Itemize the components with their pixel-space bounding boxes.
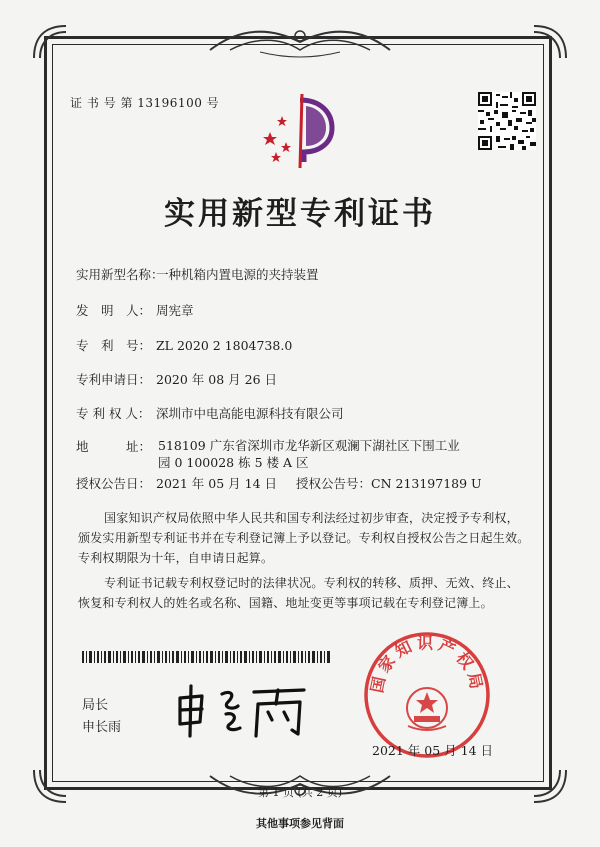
seal-text: 国家知识产权局 — [367, 633, 487, 695]
inventor-value: 周宪章 — [156, 303, 194, 318]
filing-date-value: 2020 年 08 月 26 日 — [156, 372, 277, 387]
grant-number-value: CN 213197189 U — [371, 476, 482, 491]
field-patentee — [76, 404, 344, 422]
address-value: 518109 广东省深圳市龙华新区观澜下湖社区下围工业园 0 100028 栋 5 楼 A 区 — [158, 438, 460, 470]
page-number: 第 1 页 (共 2 页) — [257, 786, 343, 799]
address-label: 地 址： — [76, 439, 152, 454]
barcode-icon — [82, 651, 332, 663]
top-left-corner-ornament — [30, 22, 70, 62]
field-model-name — [76, 265, 319, 283]
model-name-value: 一种机箱内置电源的夹持装置 — [156, 267, 319, 282]
field-inventor — [76, 301, 194, 319]
certificate-title: 实用新型专利证书 — [164, 196, 436, 232]
field-grant-info — [76, 474, 482, 492]
cnipa-logo-icon — [256, 92, 338, 170]
model-name-label: 实用新型名称： — [76, 267, 164, 282]
grant-number-label: 授权公告号： — [296, 476, 372, 491]
body-paragraph-1: 国家知识产权局依照中华人民共和国专利法经过初步审查，决定授予专利权，颁发实用新型专利证书并在专利登记簿上予以登记。专利权自授权公告之日起生效。专利权期限为十年，自申请日起算。 — [78, 511, 530, 565]
patent-number-value: ZL 2020 2 1804738.0 — [156, 338, 293, 353]
certificate-number: 证 书 号 第 13196100 号 — [70, 96, 220, 110]
seal-date: 2021 年 05 月 14 日 — [372, 743, 493, 758]
grant-date-label: 授权公告日： — [76, 476, 152, 491]
top-right-corner-ornament — [530, 22, 570, 62]
director-name: 申长雨 — [82, 720, 122, 735]
body-paragraph-2: 专利证书记载专利权登记时的法律状况。专利权的转移、质押、无效、终止、恢复和专利权人的姓名或名称、国籍、地址变更等事项记载在专利登记簿上。 — [78, 576, 519, 610]
filing-date-label: 专利申请日： — [76, 372, 152, 387]
director-signature — [172, 680, 312, 740]
patent-number-label: 专 利 号： — [76, 338, 152, 353]
field-patent-number — [76, 336, 292, 354]
patentee-label: 专 利 权 人： — [76, 406, 151, 421]
grant-date-value: 2021 年 05 月 14 日 — [156, 476, 277, 491]
patentee-value: 深圳市中电高能电源科技有限公司 — [156, 406, 344, 421]
footer-note: 其他事项参见背面 — [256, 817, 344, 830]
svg-text:国家知识产权局 — [367, 634, 487, 695]
qr-code-icon — [478, 92, 536, 150]
field-filing-date — [76, 370, 277, 388]
field-address — [76, 437, 156, 455]
inventor-label: 发 明 人： — [76, 303, 152, 318]
top-ornament — [200, 22, 400, 62]
director-title: 局长 — [82, 698, 109, 713]
